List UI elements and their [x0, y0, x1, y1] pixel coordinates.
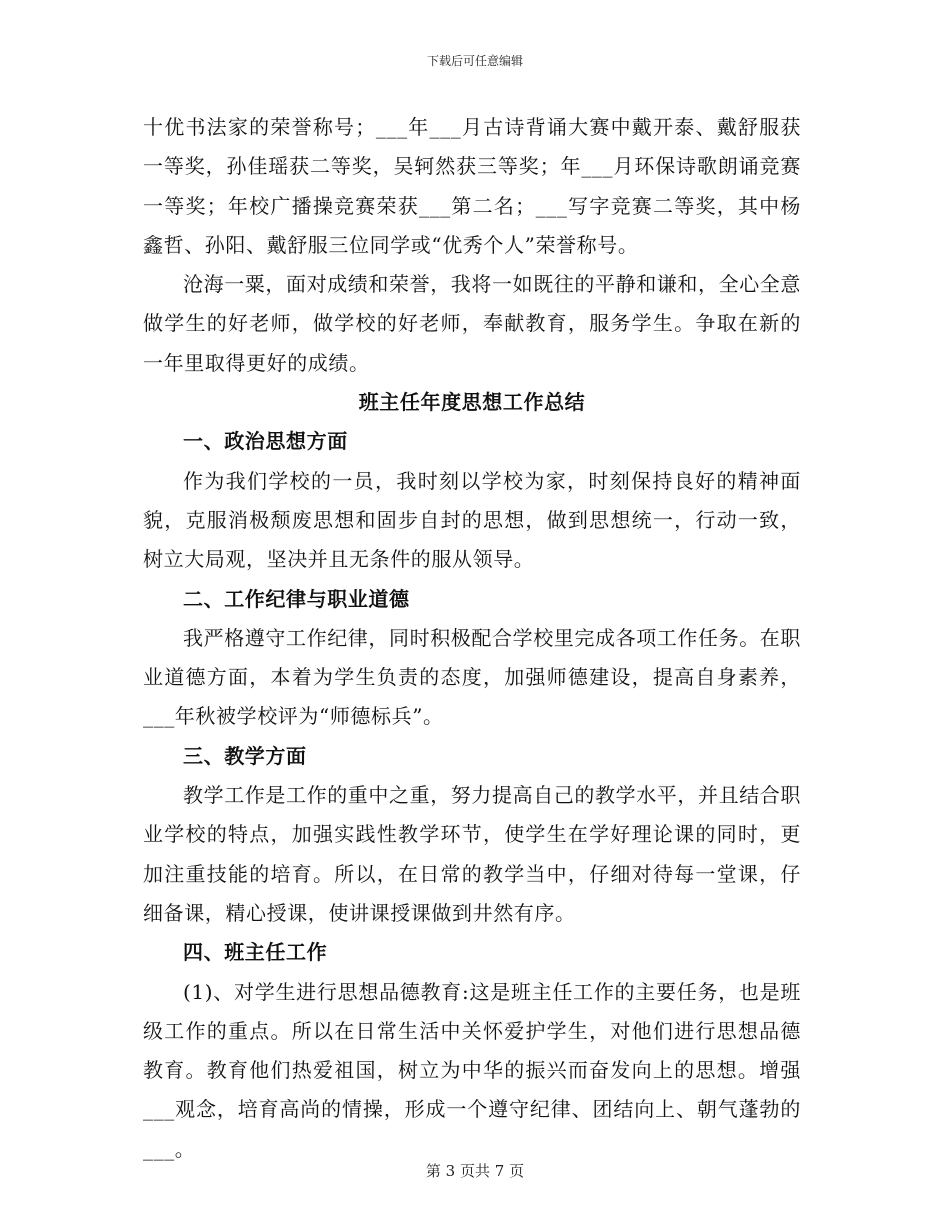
- section-body-class-teacher: (1)、对学生进行思想品德教育:这是班主任工作的主要任务，也是班级工作的重点。所以在日常生活中关怀爱护学生，对他们进行思想品德教育。教育他们热爱祖国，树立为中华的振兴而奋发向上的思想。增强___观念，培育高尚的情操，形成一个遵守纪律、团结向上、朝气蓬勃的___。: [143, 979, 801, 1161]
- section-heading-political: 一、政治思想方面: [183, 429, 348, 454]
- page-number: 第 3 页共 7 页: [425, 1162, 525, 1180]
- section-heading-class-teacher: 四、班主任工作: [183, 940, 328, 965]
- document-body: [143, 108, 801, 1169]
- intro-paragraph-1: 十优书法家的荣誉称号；___年___月古诗背诵大赛中戴开泰、戴舒服获一等奖，孙佳瑶获二等奖，吴轲然获三等奖；年___月环保诗歌朗诵竞赛一等奖；年校广播操竞赛荣获___第二名；___写字竞赛二等奖，其中杨鑫哲、孙阳、戴舒服三位同学或“优秀个人”荣誉称号。: [143, 115, 801, 257]
- intro-paragraph-2: 沧海一粟，面对成绩和荣誉，我将一如既往的平静和谦和，全心全意做学生的好老师，做学校的好老师，奉献教育，服务学生。争取在新的一年里取得更好的成绩。: [143, 272, 801, 375]
- section-body-teaching: 教学工作是工作的重中之重，努力提高自己的教学水平，并且结合职业学校的特点，加强实践性教学环节，使学生在学好理论课的同时，更加注重技能的培育。所以，在日常的教学当中，仔细对待每一堂课，仔细备课，精心授课，使讲课授课做到井然有序。: [143, 783, 801, 925]
- section-heading-teaching: 三、教学方面: [183, 743, 307, 768]
- section-body-discipline: 我严格遵守工作纪律，同时积极配合学校里完成各项工作任务。在职业道德方面，本着为学生负责的态度，加强师德建设，提高自身素养，___年秋被学校评为“师德标兵”。: [143, 625, 801, 729]
- page-header: 下载后可任意编辑: [426, 54, 523, 68]
- section-heading-discipline: 二、工作纪律与职业道德: [183, 586, 410, 611]
- section-body-political: 作为我们学校的一员，我时刻以学校为家，时刻保持良好的精神面貌，克服消极颓废思想和固步自封的思想，做到思想统一，行动一致，树立大局观，坚决并且无条件的服从领导。: [143, 468, 801, 572]
- document-title: 班主任年度思想工作总结: [358, 390, 586, 415]
